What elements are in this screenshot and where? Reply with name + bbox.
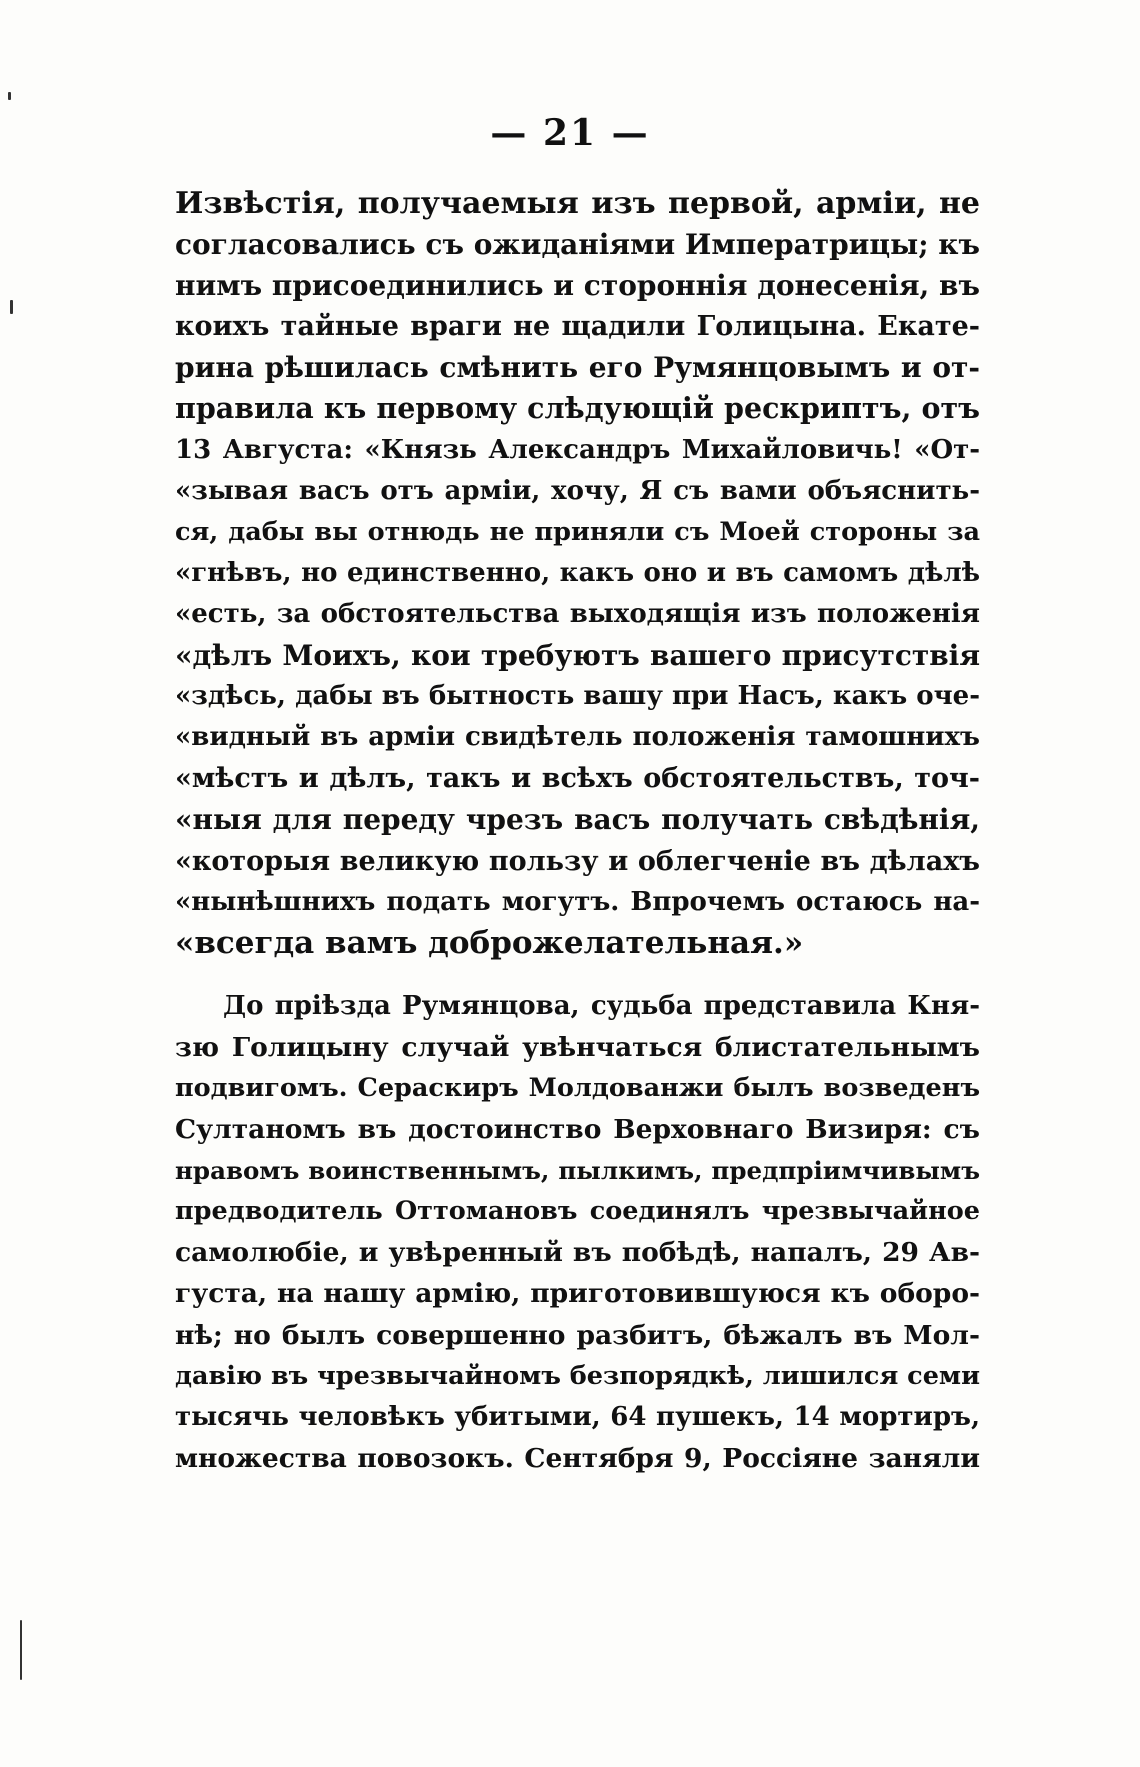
text-line: согласовались съ ожиданіями Императрицы; къ <box>175 228 980 262</box>
text-line: давію въ чрезвычайномъ безпорядкѣ, лишился семи <box>175 1360 980 1391</box>
text-line: «дѣлъ Моихъ, кои требуютъ вашего присутствія <box>175 639 980 673</box>
text-line: подвигомъ. Сераскиръ Молдованжи былъ возведенъ <box>175 1072 980 1103</box>
text-line: «здѣсь, дабы въ бытность вашу при Насъ, какъ оче- <box>175 681 980 712</box>
text-line: «зывая васъ отъ арміи, хочу, Я съ вами объяснить- <box>175 475 980 506</box>
text-line: Султаномъ въ достоинство Верховнаго Визиря: съ <box>175 1114 980 1146</box>
text-line: Извѣстія, получаемыя изъ первой, арміи, не <box>175 186 980 221</box>
page-number: — 21 — <box>490 112 650 154</box>
text-line: предводитель Оттомановъ соединялъ чрезвычайное <box>175 1196 980 1227</box>
text-line: «гнѣвъ, но единственно, какъ оно и въ самомъ дѣлѣ <box>175 557 980 588</box>
text-line: «ныя для переду чрезъ васъ получать свѣдѣнія, <box>175 803 980 837</box>
text-line: множества повозокъ. Сентября 9, Россіяне заняли <box>175 1442 980 1474</box>
text-line: правила къ первому слѣдующій рескриптъ, отъ <box>175 391 980 426</box>
text-line: «нынѣшнихъ подать могутъ. Впрочемъ остаюсь на- <box>175 886 980 917</box>
text-line: рина рѣшилась смѣнить его Румянцовымъ и от- <box>175 351 980 385</box>
text-line: самолюбіе, и увѣренный въ побѣдѣ, напалъ, 29 Ав- <box>175 1237 980 1269</box>
paragraph <box>175 986 980 1479</box>
text-line: «мѣстъ и дѣлъ, такъ и всѣхъ обстоятельствъ, точ- <box>175 763 980 795</box>
scan-speck <box>8 92 11 100</box>
text-line: ся, дабы вы отнюдь не приняли съ Моей стороны за <box>175 516 980 547</box>
paragraph-gap <box>175 964 980 986</box>
text-line: нимъ присоединились и стороннія донесенія, въ <box>175 269 980 303</box>
text-line: густа, на нашу армію, приготовившуюся къ оборо- <box>175 1278 980 1310</box>
text-line: До пріѣзда Румянцова, судьба представила Кня- <box>223 990 980 1021</box>
paragraph <box>175 183 980 964</box>
scan-speck <box>20 1620 22 1680</box>
text-line: «всегда вамъ доброжелательная.» <box>175 924 804 961</box>
text-line: нѣ; но былъ совершенно разбитъ, бѣжалъ въ Мол- <box>175 1319 980 1351</box>
text-line: тысячь человѣкъ убитыми, 64 пушекъ, 14 мортиръ, <box>175 1401 980 1432</box>
text-line: нравомъ воинственнымъ, пылкимъ, предпріимчивымъ <box>175 1156 980 1186</box>
text-line: 13 Августа: «Князь Александръ Михайловичь! «От- <box>175 434 980 465</box>
text-line: «видный въ арміи свидѣтель положенія тамошнихъ <box>175 722 980 753</box>
text-line: «есть, за обстоятельства выходящія изъ положенія <box>175 598 980 629</box>
scan-speck <box>10 300 13 314</box>
text-line: зю Голицыну случай увѣнчаться блистательнымъ <box>175 1031 980 1063</box>
text-line: коихъ тайные враги не щадили Голицына. Екате- <box>175 311 980 343</box>
body-text <box>175 183 980 1479</box>
text-line: «которыя великую пользу и облегченіе въ дѣлахъ <box>175 845 980 877</box>
